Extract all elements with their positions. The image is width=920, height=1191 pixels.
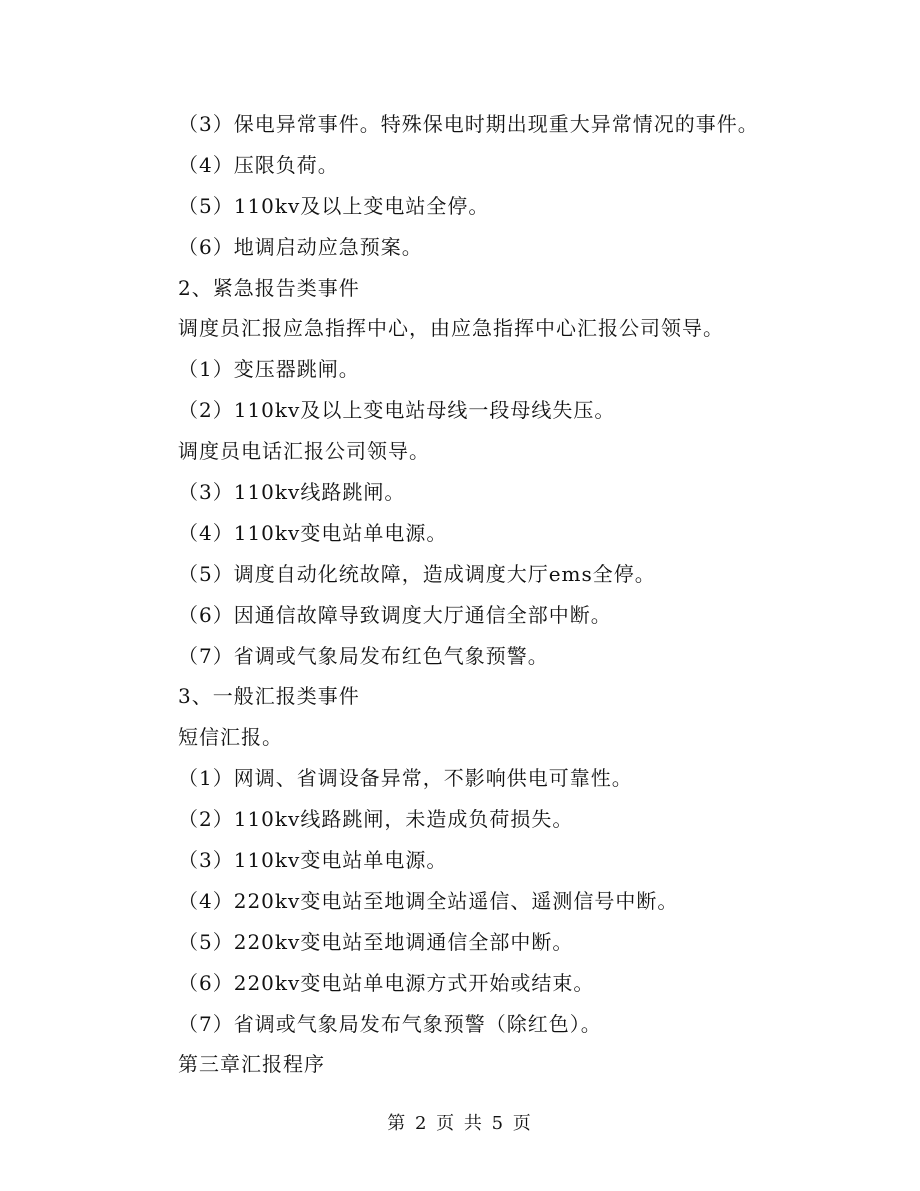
paragraph-line: （3）110kv变电站单电源。 <box>178 848 448 873</box>
page-footer: 第 2 页 共 5 页 <box>387 1113 533 1134</box>
paragraph-line: （4）110kv变电站单电源。 <box>178 520 448 545</box>
paragraph-line: （6）地调启动应急预案。 <box>178 234 423 259</box>
paragraph-line: （2）110kv及以上变电站母线一段母线失压。 <box>178 398 616 423</box>
paragraph-line: （4）220kv变电站至地调全站遥信、遥测信号中断。 <box>178 888 679 913</box>
paragraph-line: （3）110kv线路跳闸。 <box>178 480 406 505</box>
paragraph-line: 调度员汇报应急指挥中心，由应急指挥中心汇报公司领导。 <box>178 316 724 341</box>
paragraph-line: （7）省调或气象局发布红色气象预警。 <box>178 643 549 668</box>
paragraph-line: （3）保电异常事件。特殊保电时期出现重大异常情况的事件。 <box>178 112 759 136</box>
paragraph-line: 短信汇报。 <box>178 725 283 750</box>
paragraph-line: （4）压限负荷。 <box>178 152 339 177</box>
chapter-heading: 第三章汇报程序 <box>178 1052 325 1077</box>
paragraph-line: （1）变压器跳闸。 <box>178 357 360 382</box>
paragraph-line: （1）网调、省调设备异常，不影响供电可靠性。 <box>178 766 633 791</box>
paragraph-line: （5）220kv变电站至地调通信全部中断。 <box>178 929 574 954</box>
paragraph-line: 调度员电话汇报公司领导。 <box>178 439 430 464</box>
paragraph-line: （5）调度自动化统故障，造成调度大厅ems全停。 <box>178 561 656 586</box>
paragraph-line: （5）110kv及以上变电站全停。 <box>178 193 490 218</box>
paragraph-line: （6）因通信故障导致调度大厅通信全部中断。 <box>178 602 612 627</box>
paragraph-line: （7）省调或气象局发布气象预警（除红色）。 <box>178 1011 602 1036</box>
paragraph-line: （2）110kv线路跳闸，未造成负荷损失。 <box>178 807 574 832</box>
document-body <box>178 104 868 1085</box>
section-heading: 2、紧急报告类事件 <box>178 275 360 300</box>
paragraph-line: （6）220kv变电站单电源方式开始或结束。 <box>178 970 595 995</box>
section-heading: 3、一般汇报类事件 <box>178 684 360 709</box>
